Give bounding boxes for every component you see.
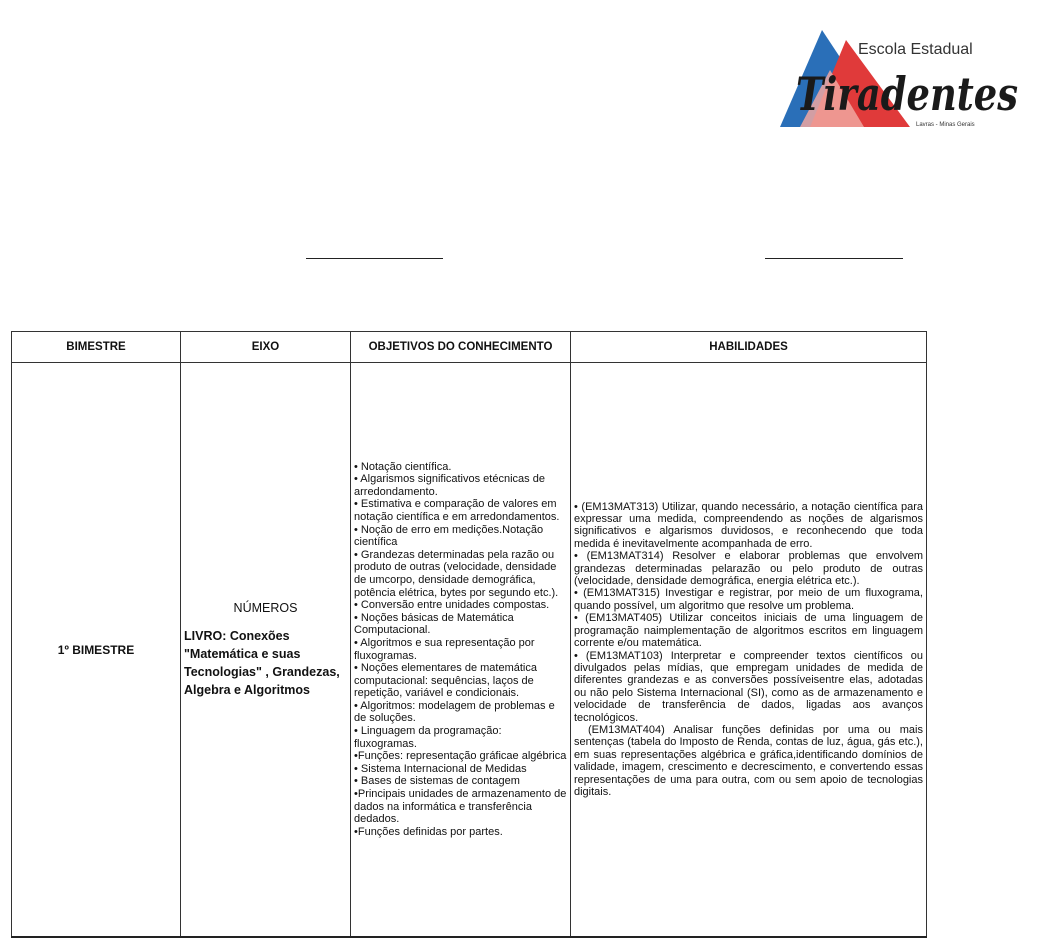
objetivo-item: • Algarismos significativos etécnicas de arredondamento. [354,473,545,498]
objetivo-item: • Linguagem da programação: fluxogramas. [354,725,502,750]
school-name: Escola Estadual [858,41,973,58]
objetivo-item: • Estimativa e comparação de valores em notação científica e em arredondamentos. [354,498,560,523]
objetivo-item: • Noção de erro em medições.Notação científica [354,523,544,549]
objetivo-item: • Noções básicas de Matemática Computacional. [354,611,514,637]
objetivo-item: • Sistema Internacional de Medidas [354,762,527,775]
header-bimestre: BIMESTRE [12,332,181,363]
objetivo-item: •Principais unidades de armazenamento de dados na informática e transferência dedados. [354,788,567,826]
cell-eixo [181,363,351,938]
eixo-title: NÚMEROS [233,600,298,615]
objetivo-item: • Grandezas determinadas pela razão ou produto de outras (velocidade, densidade de umcorpo, densidade demográfica, potência elétrica, bytes por segundo etc.). [354,548,559,599]
objetivo-item: • Bases de sistemas de contagem [354,775,520,788]
table-row [12,363,927,938]
objetivo-item: • Algoritmos: modelagem de problemas e de soluções. [354,699,555,725]
school-wordmark: Tiradentes [796,67,1018,121]
objetivo-item: •Funções: representação gráficae algébrica [354,750,567,763]
habilidade-item: • (EM13MAT315) Investigar e registrar, por meio de um fluxograma, quando possível, um algoritmo que resolve um problema. [574,587,923,612]
cell-habilidades [571,363,927,938]
habilidade-item: • (EM13MAT103) Interpretar e compreender textos científicos ou divulgados pelas mídias, que empregam unidades de medida de diferentes grandezas e as conversões possíveisentre elas, adotadas ou não pelo Sistema Internacional (SI), como as de armazenamento e velocidade de transferência de dados, ligadas aos avanços tecnológicos. [574,649,923,724]
habilidade-item: (EM13MAT404) Analisar funções definidas por uma ou mais sentenças (tabela do Imposto de Renda, contas de luz, água, gás etc.), em suas representações algébrica e gráfica,identificando domínios de validade, imagem, crescimento e decrescimento, e convertendo essas representações de uma para outra, com ou sem apoio de tecnologias digitais. [574,723,923,798]
objetivo-item: • Notação científica. [354,460,452,473]
objetivo-item: • Noções elementares de matemática computacional: sequências, laços de repetição, variável e condicionais. [354,662,537,700]
cell-bimestre [12,363,181,938]
habilidade-item: • (EM13MAT313) Utilizar, quando necessário, a notação científica para expressar uma medida, compreendendo as noções de algarismos significativos e algarismos duvidosos, e reconhecendo que toda medida é inevitavelmente acompanhada de erro. [574,500,923,550]
school-location: Lavras - Minas Gerais [916,122,975,128]
objetivo-item: • Algoritmos e sua representação por fluxogramas. [354,636,535,662]
table-header-row [12,332,927,363]
objetivo-item: • Conversão entre unidades compostas. [354,599,550,612]
curriculum-table [11,331,927,938]
cell-objetivos [351,363,571,938]
blank-line-right [765,258,903,259]
eixo-livro: LIVRO: Conexões "Matemática e suas Tecnologias" , Grandezas, Algebra e Algoritmos [184,628,340,697]
habilidade-item: • (EM13MAT314) Resolver e elaborar problemas que envolvem grandezas determinadas pelarazão ou pelo produto de outras (velocidade, densidade demográfica, energia elétrica etc.). [574,550,923,588]
school-logo [760,22,1022,134]
header-habilidades: HABILIDADES [571,332,927,363]
header-objetivos: OBJETIVOS DO CONHECIMENTO [351,332,571,363]
bimestre-value: 1º BIMESTRE [57,642,135,657]
objetivo-item: •Funções definidas por partes. [354,825,503,838]
header-eixo: EIXO [181,332,351,363]
blank-line-left [306,258,443,259]
habilidade-item: • (EM13MAT405) Utilizar conceitos iniciais de uma linguagem de programação naimplementação de algoritmos escritos em linguagem corrente e/ou matemática. [574,612,923,650]
